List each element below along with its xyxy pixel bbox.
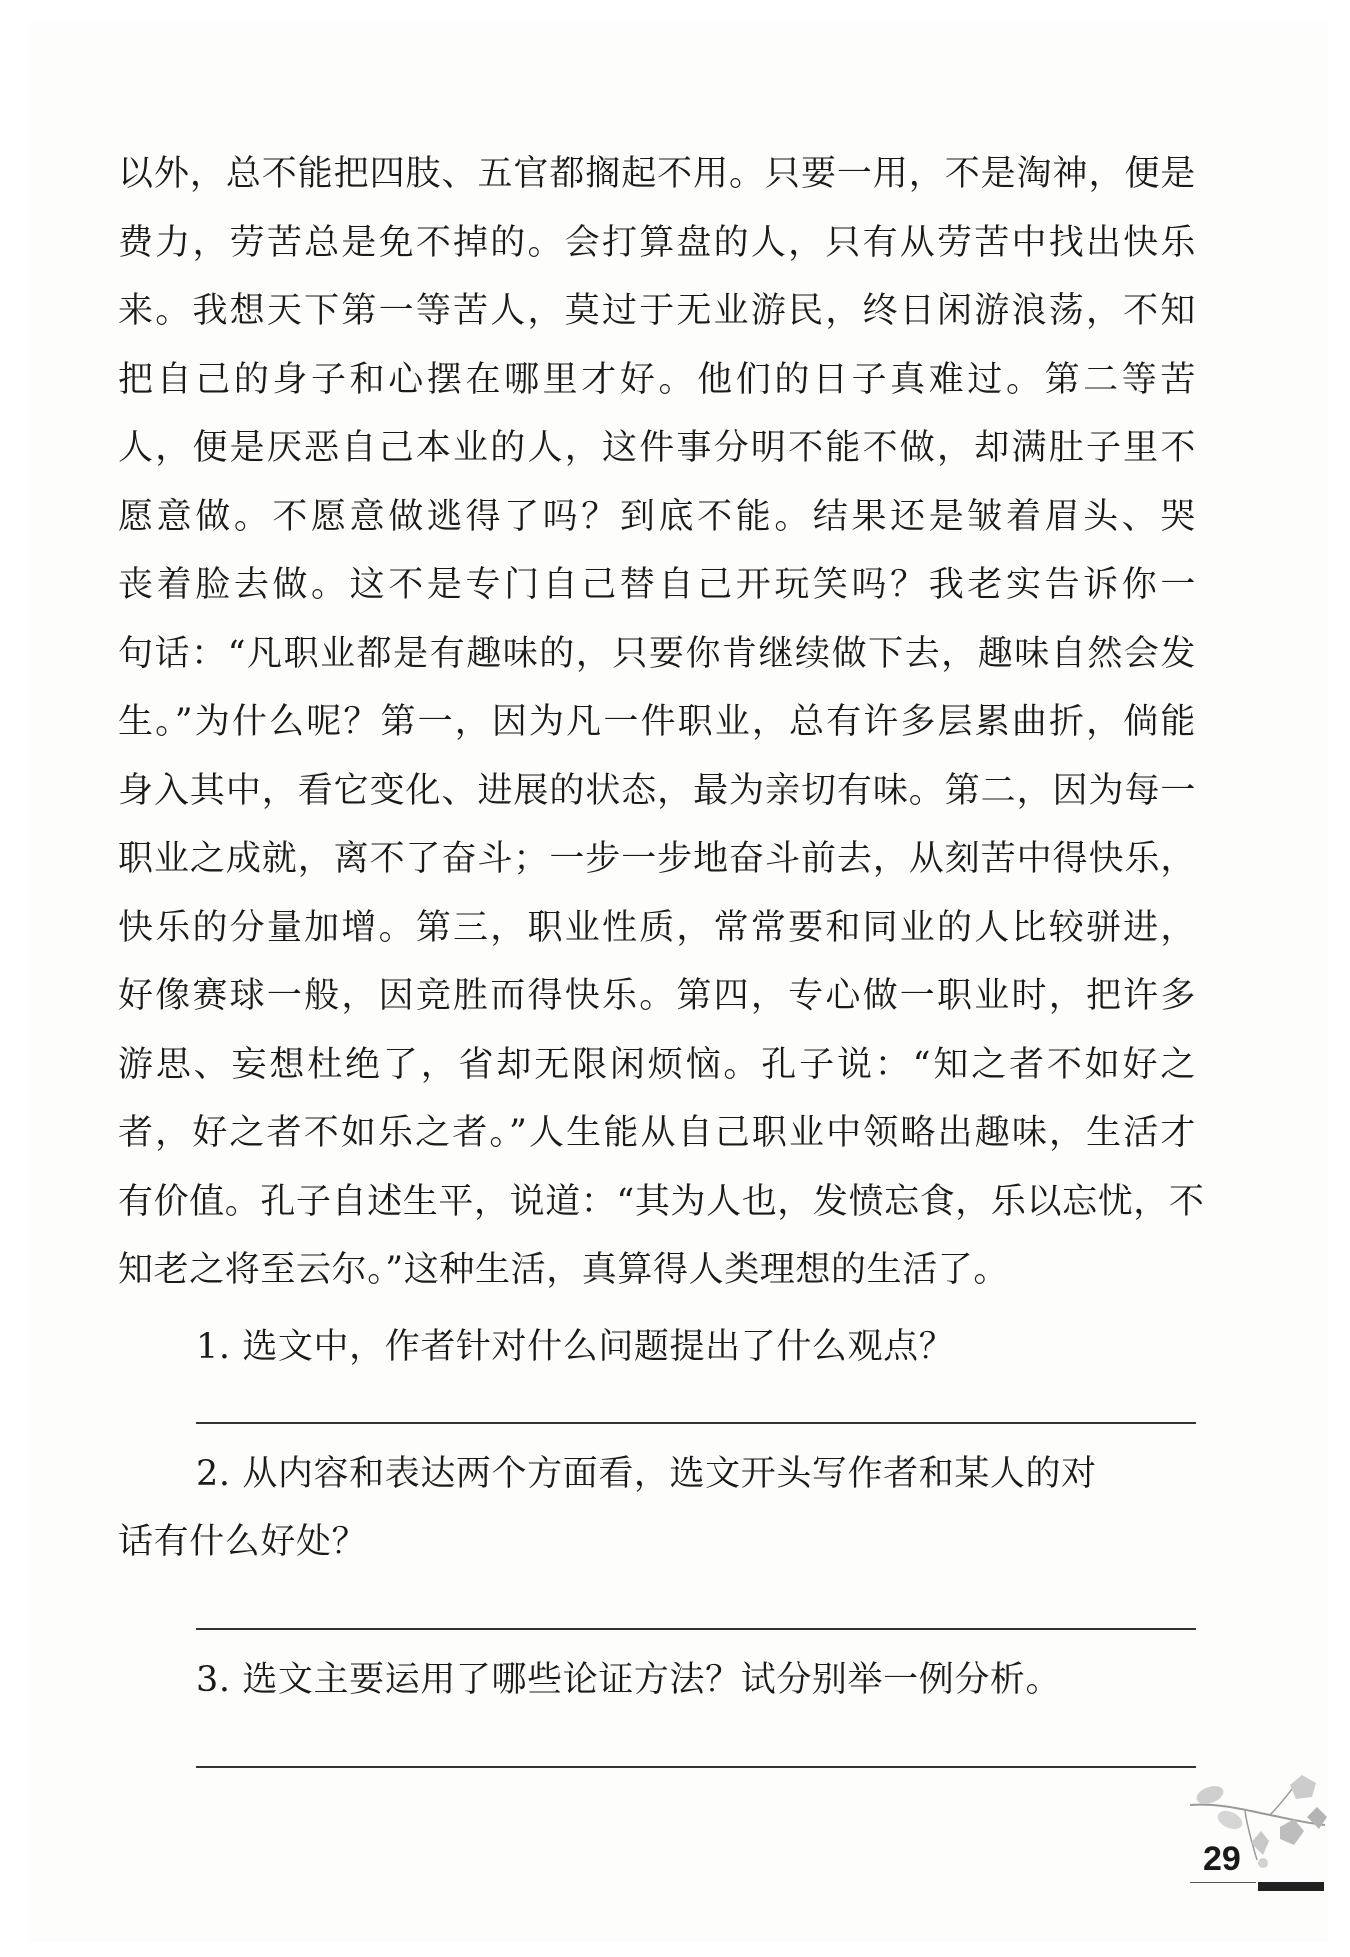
passage-line: 身入其中，看它变化、进展的状态，最为亲切有味。第二，因为每一: [118, 770, 1196, 811]
page-number: 29: [1203, 1840, 1241, 1878]
passage-line: 职业之成就，离不了奋斗；一步一步地奋斗前去，从刻苦中得快乐，: [118, 839, 1196, 879]
passage-line: 者，好之者不如乐之者。”人生能从自己职业中领略出趣味，生活才: [118, 1113, 1196, 1153]
question-2-line: 话有什么好处？: [118, 1522, 368, 1562]
passage-line: 快乐的分量加增。第三，职业性质，常常要和同业的人比较骈进，: [118, 907, 1196, 948]
passage-line: 愿意做。不愿意做逃得了吗？到底不能。结果还是皱着眉头、哭: [118, 496, 1196, 537]
footer-bar: [1258, 1882, 1324, 1891]
question-3: [118, 1646, 1196, 1714]
footer-rule: [1190, 1882, 1256, 1883]
answer-line-1[interactable]: [196, 1422, 1196, 1424]
passage-line: 丧着脸去做。这不是专门自己替自己开玩笑吗？我老实告诉你一: [118, 565, 1196, 605]
passage-line: 把自己的身子和心摆在哪里才好。他们的日子真难过。第二等苦: [118, 359, 1196, 400]
passage-line: 以外，总不能把四肢、五官都搁起不用。只要一用，不是淘神，便是: [118, 154, 1196, 194]
passage-line: 生。”为什么呢？第一，因为凡一件职业，总有许多层累曲折，倘能: [118, 702, 1196, 742]
passage-line: 人，便是厌恶自己本业的人，这件事分明不能不做，却满肚子里不: [118, 428, 1196, 468]
passage-line: 游思、妄想杜绝了，省却无限闲烦恼。孔子说：“知之者不如好之: [118, 1044, 1196, 1085]
question-1: [118, 1313, 1196, 1381]
question-2: [118, 1440, 1196, 1576]
passage-line: 来。我想天下第一等苦人，莫过于无业游民，终日闲游浪荡，不知: [118, 291, 1196, 331]
answer-line-3[interactable]: [196, 1766, 1196, 1768]
question-1-line: 1. 选文中，作者针对什么问题提出了什么观点？: [196, 1327, 955, 1367]
passage-line: 费力，劳苦总是免不掉的。会打算盘的人，只有从劳苦中找出快乐: [118, 222, 1196, 263]
passage-text: [118, 140, 1205, 1305]
passage-line: 好像赛球一般，因竞胜而得快乐。第四，专心做一职业时，把许多: [118, 976, 1196, 1016]
passage-line: 有价值。孔子自述生平，说道：“其为人也，发愤忘食，乐以忘忧，不: [118, 1181, 1205, 1222]
question-2-line: 2. 从内容和表达两个方面看，选文开头写作者和某人的对: [196, 1454, 1097, 1494]
question-3-line: 3. 选文主要运用了哪些论证方法？试分别举一例分析。: [196, 1660, 1062, 1700]
answer-line-2[interactable]: [196, 1628, 1196, 1630]
passage-line: 句话：“凡职业都是有趣味的，只要你肯继续做下去，趣味自然会发: [118, 633, 1196, 674]
passage-line: 知老之将至云尔。”这种生活，真算得人类理想的生活了。: [118, 1250, 1009, 1290]
